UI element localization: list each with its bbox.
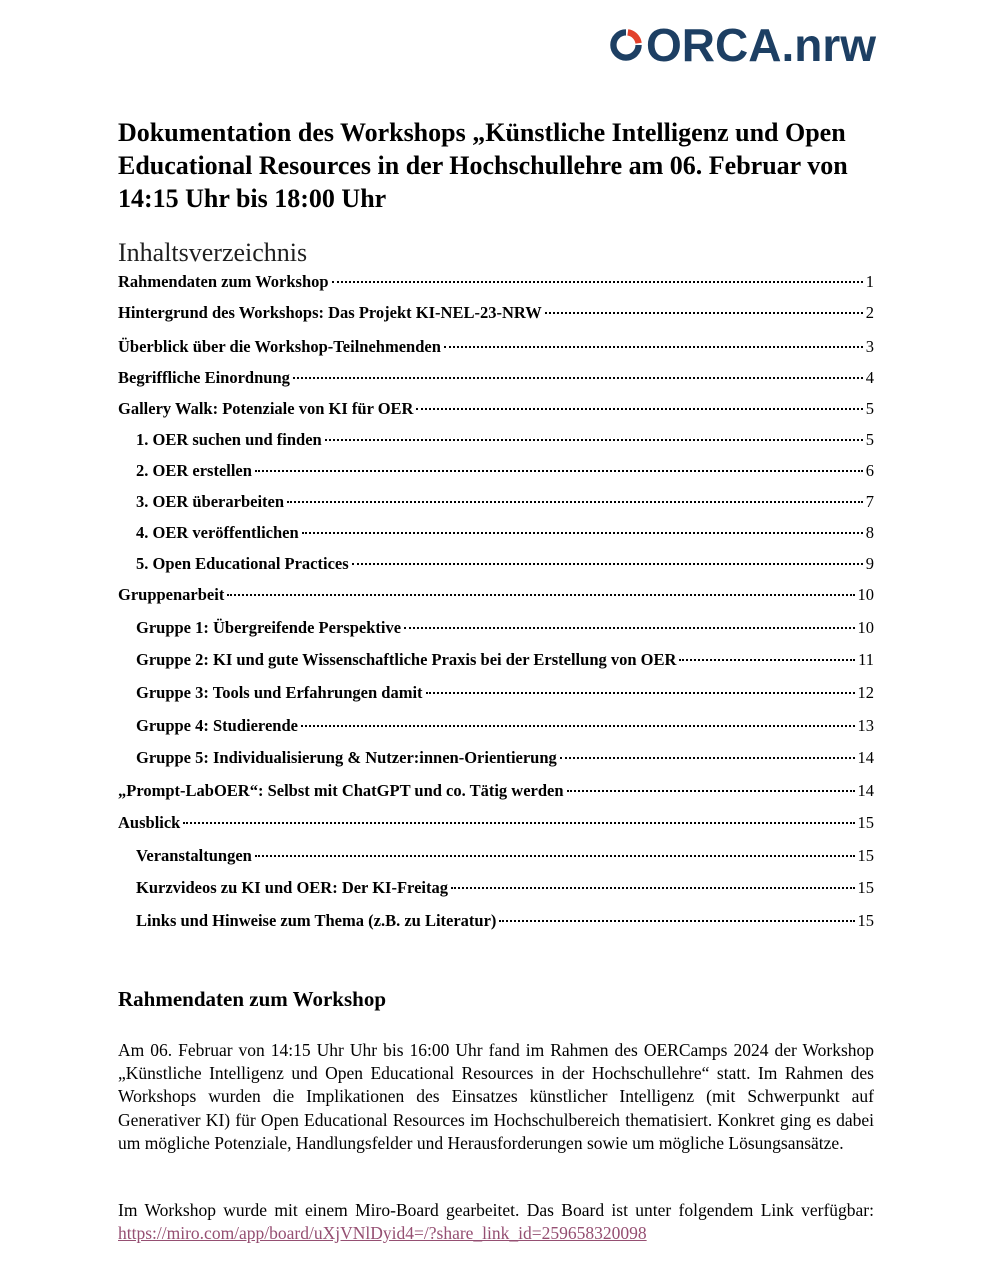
toc-dot-leader <box>426 691 855 694</box>
toc-heading: Inhaltsverzeichnis <box>118 238 308 267</box>
toc-entry-label: Begriffliche Einordnung <box>118 368 290 387</box>
toc-entry-page: 11 <box>858 650 874 669</box>
toc-entry[interactable] <box>136 490 874 514</box>
toc-entry-label: Rahmendaten zum Workshop <box>118 272 329 291</box>
toc-dot-leader <box>451 886 855 889</box>
toc-dot-leader <box>444 345 863 348</box>
toc-entry[interactable] <box>136 681 874 705</box>
toc-entry[interactable] <box>136 714 874 738</box>
toc-dot-leader <box>293 376 863 379</box>
toc-entry-page: 2 <box>865 303 874 322</box>
toc-dot-leader <box>325 438 863 441</box>
toc-entry-label: Gruppe 2: KI und gute Wissenschaftliche Praxis bei der Erstellung von OER <box>136 650 677 669</box>
toc-entry-label: Kurzvideos zu KI und OER: Der KI-Freitag <box>136 878 448 897</box>
toc-dot-leader <box>560 756 855 759</box>
toc-entry-label: Veranstaltungen <box>136 846 252 865</box>
toc-dot-leader <box>499 919 854 922</box>
toc-entry[interactable] <box>136 876 874 900</box>
toc-entry[interactable] <box>136 459 874 483</box>
toc-entry-label: Links und Hinweise zum Thema (z.B. zu Literatur) <box>136 911 497 930</box>
toc-entry[interactable] <box>118 583 874 607</box>
toc-entry-page: 13 <box>857 716 874 735</box>
toc-entry-page: 10 <box>857 618 874 637</box>
toc-entry[interactable] <box>118 270 874 294</box>
document-title: Dokumentation des Workshops „Künstliche Intelligenz und Open Educational Resources in der Hochschullehre am 06. Februar von 14:15 Uhr bis 18:00 Uhr <box>118 118 848 213</box>
toc-entry[interactable] <box>118 335 874 359</box>
toc-dot-leader <box>567 789 855 792</box>
section-heading: Rahmendaten zum Workshop <box>118 987 386 1011</box>
toc-dot-leader <box>287 500 863 503</box>
toc-entry-label: 3. OER überarbeiten <box>136 492 285 511</box>
toc-entry-page: 15 <box>857 813 874 832</box>
miro-paragraph-text: Im Workshop wurde mit einem Miro-Board gearbeitet. Das Board ist unter folgendem Link verfügbar: <box>118 1200 874 1220</box>
toc-dot-leader <box>404 626 854 629</box>
toc-dot-leader <box>416 407 862 410</box>
toc-entry-page: 5 <box>865 430 874 449</box>
toc-dot-leader <box>302 531 863 534</box>
toc-entry-label: Gruppe 3: Tools und Erfahrungen damit <box>136 683 423 702</box>
toc-entry-label: Gruppe 1: Übergreifende Perspektive <box>136 618 402 637</box>
toc-entry-page: 5 <box>865 399 874 418</box>
orca-logo-o-icon <box>608 26 644 64</box>
toc-entry-label: Gruppenarbeit <box>118 585 225 604</box>
toc-dot-leader <box>301 724 855 727</box>
toc-entry-label: Hintergrund des Workshops: Das Projekt KI-NEL-23-NRW <box>118 303 542 322</box>
toc-entry-page: 14 <box>857 748 874 767</box>
toc-entry[interactable] <box>118 366 874 390</box>
miro-paragraph <box>118 1199 874 1245</box>
toc-entry-label: 2. OER erstellen <box>136 461 252 480</box>
toc-entry[interactable] <box>118 301 874 325</box>
toc-entry[interactable] <box>118 397 874 421</box>
toc-dot-leader <box>545 311 863 314</box>
toc-dot-leader <box>679 658 855 661</box>
toc-entry-label: Gruppe 5: Individualisierung & Nutzer:innen-Orientierung <box>136 748 557 767</box>
toc-entry-page: 14 <box>857 781 874 800</box>
toc-entry-page: 3 <box>865 337 874 356</box>
toc-entry[interactable] <box>118 779 874 803</box>
toc-entry[interactable] <box>136 521 874 545</box>
orca-logo-text: ORCA.nrw <box>646 19 876 71</box>
toc-entry[interactable] <box>118 811 874 835</box>
section-paragraph: Am 06. Februar von 14:15 Uhr Uhr bis 16:00 Uhr fand im Rahmen des OERCamps 2024 der Workshop „Künstliche Intelligenz und Open Educational Resources in der Hochschullehre“ statt. Im Rahmen des Workshops wurden die Implikationen des Einsatzes künstlicher Intelligenz (mit Schwerpunkt auf Generativer KI) für Open Educational Resources im Hochschulbereich thematisiert. Konkret ging es dabei um mögliche Potenziale, Handlungsfelder und Herausforderungen sowie um mögliche Lösungsansätze. <box>118 1040 874 1153</box>
toc-entry-page: 15 <box>857 846 874 865</box>
toc-entry[interactable] <box>136 616 874 640</box>
orca-logo <box>608 20 876 70</box>
toc-entry-label: 1. OER suchen und finden <box>136 430 322 449</box>
miro-board-link[interactable]: https://miro.com/app/board/uXjVNlDyid4=/?share_link_id=259658320098 <box>118 1223 647 1244</box>
toc-entry[interactable] <box>136 844 874 868</box>
toc-entry-page: 10 <box>857 585 874 604</box>
toc-dot-leader <box>255 854 855 857</box>
toc-entry-page: 1 <box>865 272 874 291</box>
toc-dot-leader <box>183 821 854 824</box>
toc-entry-label: Gallery Walk: Potenziale von KI für OER <box>118 399 414 418</box>
toc-entry-label: Gruppe 4: Studierende <box>136 716 298 735</box>
toc-dot-leader <box>332 280 863 283</box>
toc-entry-page: 9 <box>865 554 874 573</box>
toc-entry-page: 6 <box>865 461 874 480</box>
toc-entry-label: Ausblick <box>118 813 181 832</box>
toc-entry-label: 5. Open Educational Practices <box>136 554 349 573</box>
toc-entry-label: Überblick über die Workshop-Teilnehmenden <box>118 337 441 356</box>
toc-entry-label: „Prompt-LabOER“: Selbst mit ChatGPT und co. Tätig werden <box>118 781 564 800</box>
toc-entry-page: 7 <box>865 492 874 511</box>
toc-entry-page: 15 <box>857 911 874 930</box>
toc-entry-label: 4. OER veröffentlichen <box>136 523 299 542</box>
toc-dot-leader <box>352 562 863 565</box>
toc-entry-page: 12 <box>857 683 874 702</box>
toc-entry[interactable] <box>136 428 874 452</box>
toc-entry[interactable] <box>136 552 874 576</box>
toc-entry-page: 15 <box>857 878 874 897</box>
toc-dot-leader <box>227 593 854 596</box>
toc-entry[interactable] <box>136 909 874 933</box>
toc-entry[interactable] <box>136 746 874 770</box>
toc-dot-leader <box>255 469 863 472</box>
toc-entry-page: 8 <box>865 523 874 542</box>
toc-entry-page: 4 <box>865 368 874 387</box>
toc-entry[interactable] <box>136 648 874 672</box>
